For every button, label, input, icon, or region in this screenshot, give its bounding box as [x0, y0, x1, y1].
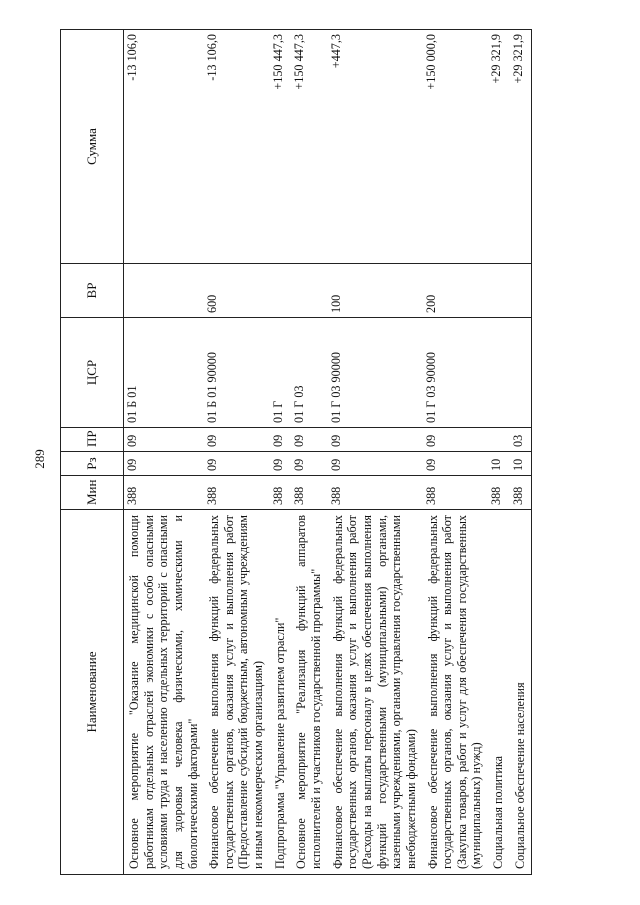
row-vr	[510, 264, 532, 318]
budget-table	[60, 29, 532, 875]
row-sum: +150 447,3	[270, 30, 292, 264]
table-row	[488, 30, 510, 875]
table-row	[124, 30, 205, 875]
row-vr	[124, 264, 205, 318]
row-sum: +29 321,9	[510, 30, 532, 264]
row-name: Основное мероприятие "Оказание медицинской помощи работникам отдельных отраслей экономики с особо опасными условиями труда и населению отдельных территорий с опасными для здоровья человека физическими, химическими и биологическими факторами"	[124, 510, 205, 875]
header-name: Наименование	[61, 510, 124, 875]
row-min: 388	[124, 476, 205, 510]
row-sum: -13 106,0	[204, 30, 270, 264]
row-min: 388	[510, 476, 532, 510]
page-number: 289	[32, 449, 47, 469]
row-sum: +29 321,9	[488, 30, 510, 264]
row-pr	[488, 428, 510, 452]
header-sum: Сумма	[61, 30, 124, 264]
row-pr: 09	[291, 428, 327, 452]
row-sum: +447,3	[328, 30, 423, 264]
header-vr: ВР	[61, 264, 124, 318]
row-name: Финансовое обеспечение выполнения функций федеральных государственных органов, оказания услуг и выполнения работ (Предоставление субсидий бюджетным, автономным учреждениям и иным некоммерческим организациям)	[204, 510, 270, 875]
row-rz: 09	[124, 452, 205, 476]
row-vr: 200	[423, 264, 489, 318]
row-rz: 10	[488, 452, 510, 476]
table-row	[328, 30, 423, 875]
row-pr: 03	[510, 428, 532, 452]
table-header-row	[61, 30, 124, 875]
row-vr	[291, 264, 327, 318]
row-rz: 09	[423, 452, 489, 476]
row-min: 388	[291, 476, 327, 510]
row-csr: 01 Г 03	[291, 318, 327, 428]
row-min: 388	[328, 476, 423, 510]
table-row	[423, 30, 489, 875]
row-csr	[510, 318, 532, 428]
row-min: 388	[488, 476, 510, 510]
row-name: Финансовое обеспечение выполнения функций федеральных государственных органов, оказания услуг и выполнения работ (Расходы на выплаты персоналу в целях обеспечения выполнения функций государственными (муниципальными) органами, казенными учреждениями, органами управления государственными внебюджетными фондами)	[328, 510, 423, 875]
row-rz: 09	[270, 452, 292, 476]
table-row	[510, 30, 532, 875]
row-name: Финансовое обеспечение выполнения функций федеральных государственных органов, оказания услуг и выполнения работ (Закупка товаров, работ и услуг для обеспечения государственных (муниципальных) нужд)	[423, 510, 489, 875]
row-vr	[488, 264, 510, 318]
row-csr: 01 Г 03 90000	[328, 318, 423, 428]
header-min: Мин	[61, 476, 124, 510]
table-row	[204, 30, 270, 875]
row-pr: 09	[204, 428, 270, 452]
rotated-table-container	[60, 30, 535, 875]
row-pr: 09	[328, 428, 423, 452]
row-min: 388	[204, 476, 270, 510]
row-csr: 01 Б 01 90000	[204, 318, 270, 428]
row-rz: 09	[328, 452, 423, 476]
row-name: Социальное обеспечение населения	[510, 510, 532, 875]
row-name: Основное мероприятие "Реализация функций аппаратов исполнителей и участников государственной программы"	[291, 510, 327, 875]
row-vr: 600	[204, 264, 270, 318]
row-rz: 09	[291, 452, 327, 476]
header-rz: Рз	[61, 452, 124, 476]
row-csr: 01 Б 01	[124, 318, 205, 428]
header-pr: ПР	[61, 428, 124, 452]
row-csr: 01 Г 03 90000	[423, 318, 489, 428]
row-name: Подпрограмма "Управление развитием отрасли"	[270, 510, 292, 875]
row-sum: +150 447,3	[291, 30, 327, 264]
table-row	[270, 30, 292, 875]
row-pr: 09	[270, 428, 292, 452]
row-vr	[270, 264, 292, 318]
row-csr: 01 Г	[270, 318, 292, 428]
row-pr: 09	[124, 428, 205, 452]
row-name: Социальная политика	[488, 510, 510, 875]
row-sum: +150 000,0	[423, 30, 489, 264]
row-csr	[488, 318, 510, 428]
table-row	[291, 30, 327, 875]
row-sum: -13 106,0	[124, 30, 205, 264]
row-pr: 09	[423, 428, 489, 452]
row-min: 388	[423, 476, 489, 510]
row-rz: 10	[510, 452, 532, 476]
header-csr: ЦСР	[61, 318, 124, 428]
row-min: 388	[270, 476, 292, 510]
row-vr: 100	[328, 264, 423, 318]
row-rz: 09	[204, 452, 270, 476]
